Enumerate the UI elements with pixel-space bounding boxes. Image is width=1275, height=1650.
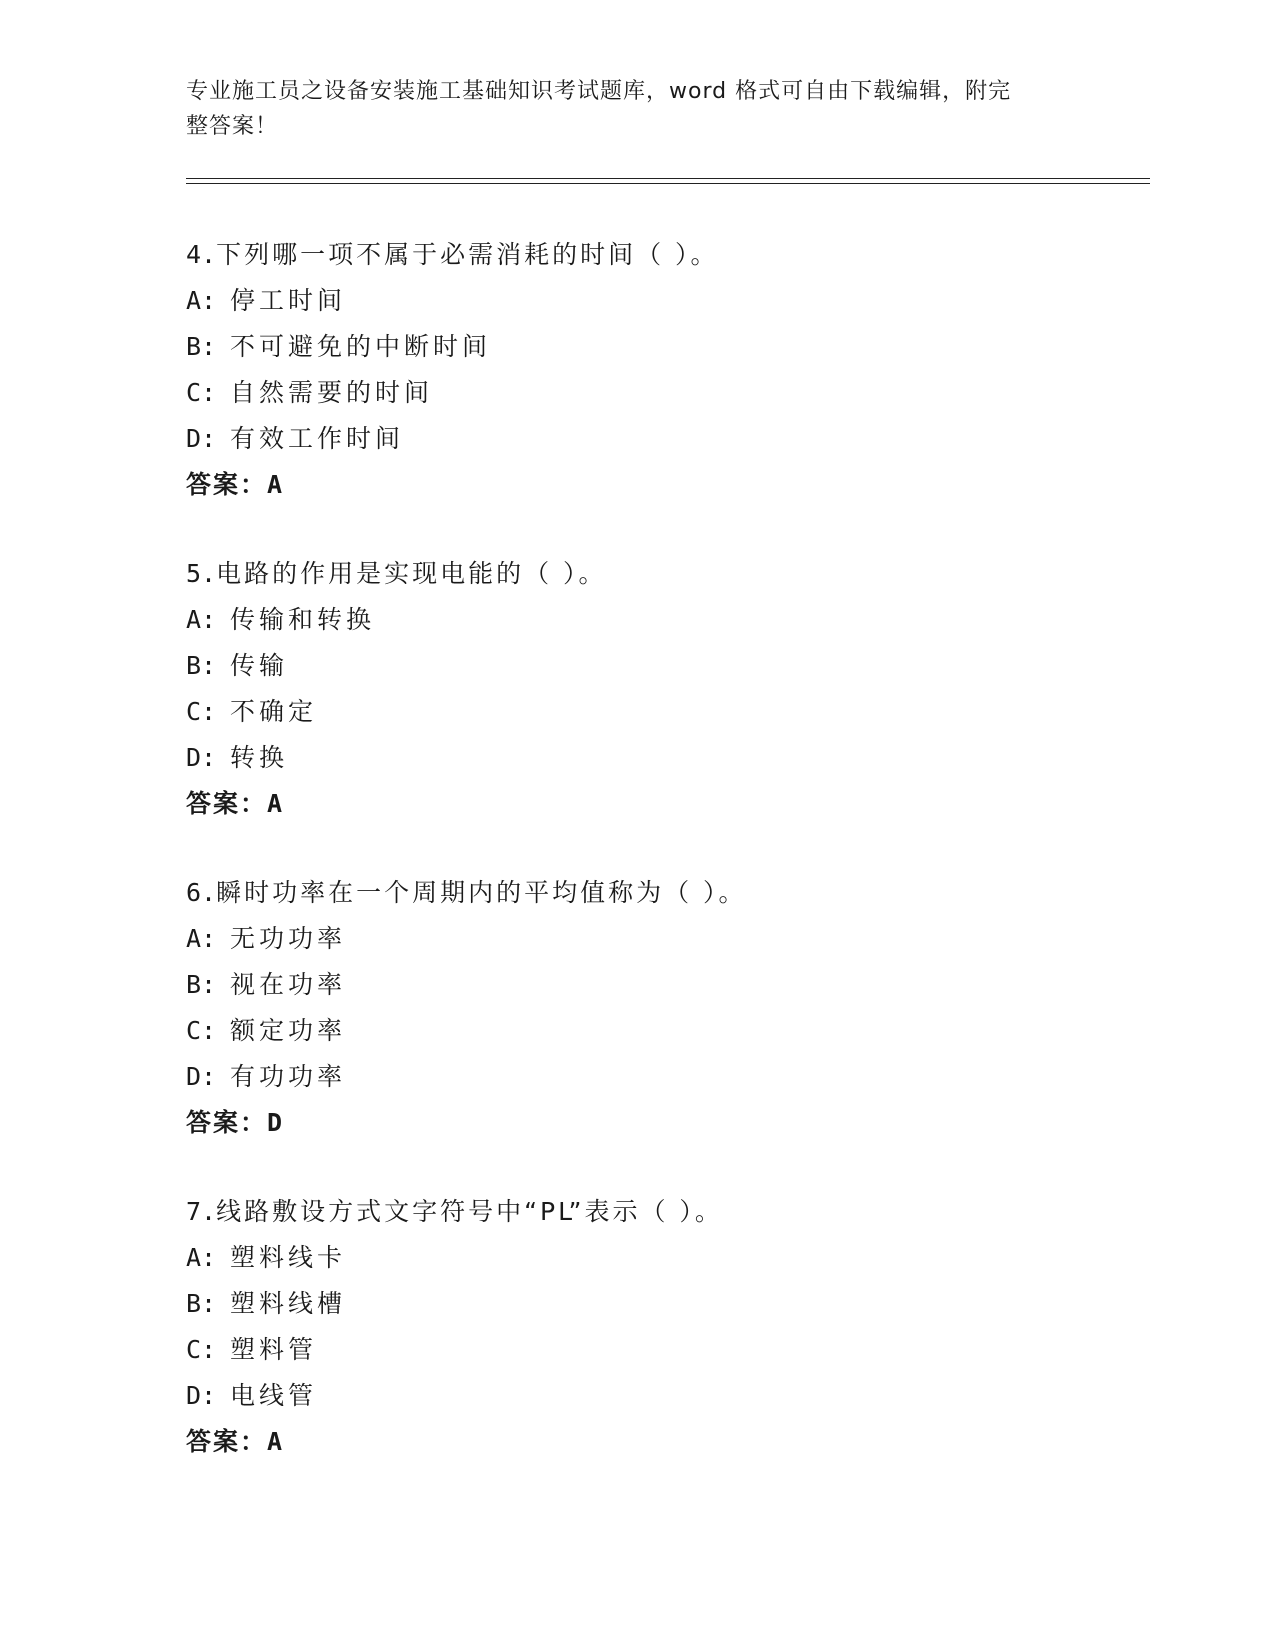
option-b [186, 962, 1086, 1008]
option-d [186, 735, 1086, 781]
header-divider-top [186, 178, 1150, 179]
answer-label: 答案： [186, 789, 268, 818]
answer-value: A [267, 1427, 285, 1456]
question-stem [186, 551, 1086, 597]
question-number: 5. [186, 559, 217, 588]
option-a [186, 278, 1086, 324]
option-text: 传输 [230, 651, 289, 680]
option-text: 塑料管 [230, 1335, 318, 1364]
question-stem [186, 870, 1086, 916]
header-divider-bottom [186, 183, 1150, 184]
option-letter: B: [186, 651, 217, 680]
option-letter: B: [186, 970, 217, 999]
answer-label: 答案： [186, 1108, 268, 1137]
option-text: 电线管 [230, 1381, 318, 1410]
option-letter: A: [186, 924, 217, 953]
option-text: 额定功率 [230, 1016, 347, 1045]
option-b [186, 1281, 1086, 1327]
header-line-2: 整答案！ [186, 114, 279, 139]
option-letter: C: [186, 1335, 217, 1364]
option-text: 停工时间 [230, 286, 347, 315]
option-c [186, 1008, 1086, 1054]
question-number: 6. [186, 878, 217, 907]
answer-label: 答案： [186, 1427, 268, 1456]
option-text: 转换 [230, 743, 289, 772]
option-text: 有效工作时间 [230, 424, 405, 453]
document-header [186, 74, 1066, 144]
answer-value: A [267, 789, 285, 818]
option-text: 视在功率 [230, 970, 347, 999]
option-letter: C: [186, 1016, 217, 1045]
option-letter: C: [186, 697, 217, 726]
header-line-1: 专业施工员之设备安装施工基础知识考试题库，word 格式可自由下载编辑，附完 [186, 79, 1012, 104]
option-letter: B: [186, 1289, 217, 1318]
question-7 [186, 1189, 1086, 1465]
question-5 [186, 551, 1086, 827]
question-text: 电路的作用是实现电能的（ ）。 [216, 559, 607, 588]
question-4 [186, 232, 1086, 508]
question-number: 4. [186, 240, 217, 269]
option-text: 不确定 [230, 697, 318, 726]
answer-line [186, 781, 1086, 827]
option-letter: A: [186, 1243, 217, 1272]
option-letter: D: [186, 1062, 217, 1091]
answer-line [186, 1419, 1086, 1465]
option-d [186, 1373, 1086, 1419]
option-text: 有功功率 [230, 1062, 347, 1091]
option-letter: D: [186, 743, 217, 772]
question-list [186, 232, 1086, 1465]
option-text: 传输和转换 [230, 605, 376, 634]
answer-label: 答案： [186, 470, 268, 499]
option-letter: B: [186, 332, 217, 361]
option-c [186, 689, 1086, 735]
option-c [186, 1327, 1086, 1373]
option-letter: A: [186, 605, 217, 634]
question-number: 7. [186, 1197, 217, 1226]
option-text: 自然需要的时间 [230, 378, 434, 407]
answer-value: A [267, 470, 285, 499]
option-text: 无功功率 [230, 924, 347, 953]
question-text: 线路敷设方式文字符号中“PL”表示（ ）。 [216, 1197, 723, 1226]
option-a [186, 1235, 1086, 1281]
option-text: 塑料线槽 [230, 1289, 347, 1318]
question-stem [186, 232, 1086, 278]
answer-value: D [267, 1108, 285, 1137]
option-letter: C: [186, 378, 217, 407]
question-6 [186, 870, 1086, 1146]
option-letter: D: [186, 1381, 217, 1410]
option-c [186, 370, 1086, 416]
option-a [186, 916, 1086, 962]
option-b [186, 643, 1086, 689]
answer-line [186, 1100, 1086, 1146]
question-stem [186, 1189, 1086, 1235]
option-letter: D: [186, 424, 217, 453]
option-text: 塑料线卡 [230, 1243, 347, 1272]
answer-line [186, 462, 1086, 508]
option-text: 不可避免的中断时间 [230, 332, 492, 361]
option-b [186, 324, 1086, 370]
option-letter: A: [186, 286, 217, 315]
option-a [186, 597, 1086, 643]
question-text: 下列哪一项不属于必需消耗的时间（ ）。 [216, 240, 719, 269]
question-text: 瞬时功率在一个周期内的平均值称为（ ）。 [216, 878, 747, 907]
option-d [186, 1054, 1086, 1100]
option-d [186, 416, 1086, 462]
